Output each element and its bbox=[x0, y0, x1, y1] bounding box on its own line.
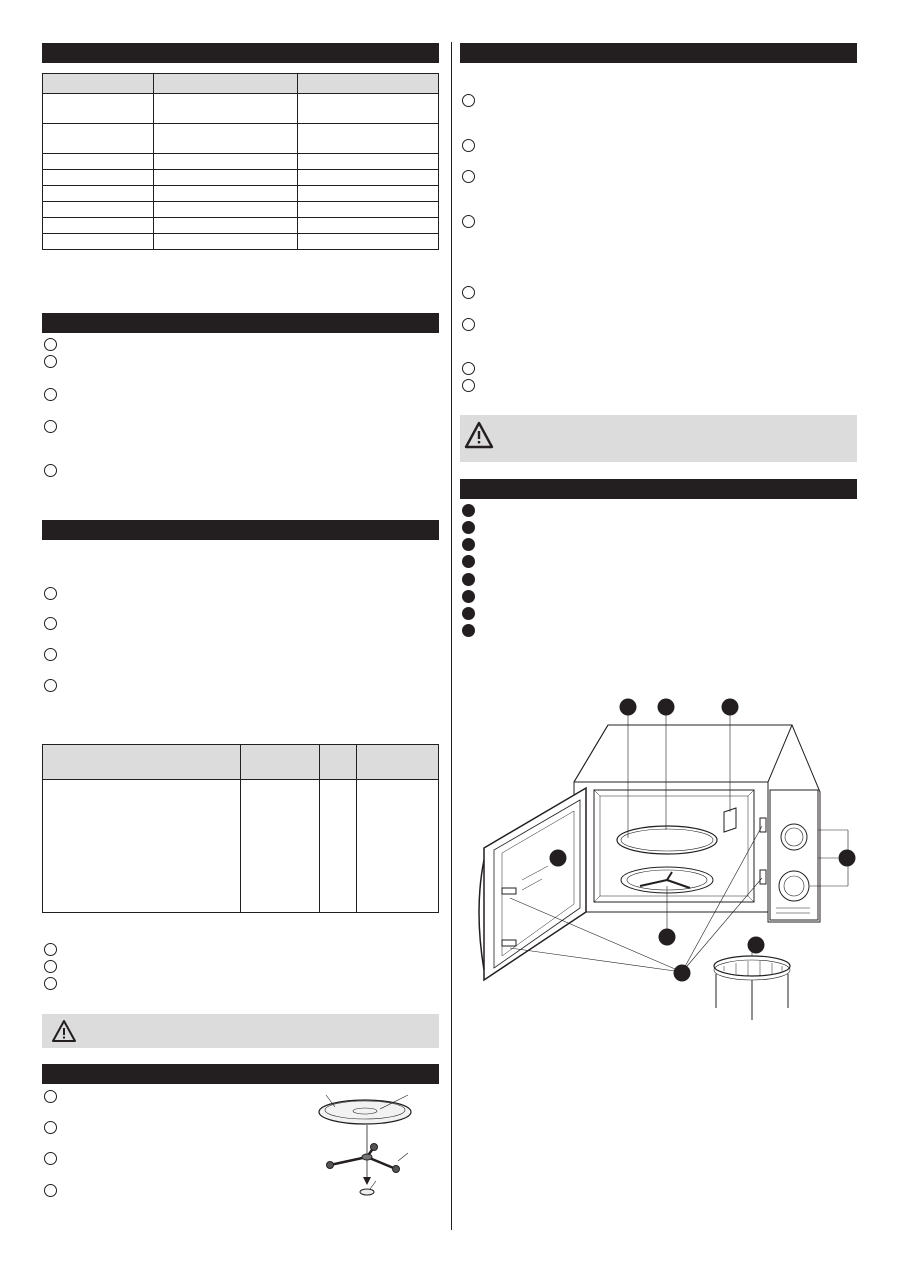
section-header-turntable bbox=[42, 1064, 439, 1084]
step-number-circle bbox=[462, 139, 475, 152]
step-number-circle bbox=[44, 338, 57, 351]
part-number-dot bbox=[462, 607, 475, 620]
table-header-row bbox=[43, 74, 439, 94]
step-number-circle bbox=[44, 587, 57, 600]
table-row bbox=[43, 94, 439, 124]
callout-dot bbox=[550, 850, 567, 867]
step-number-circle bbox=[462, 215, 475, 228]
turntable-assembly-illustration bbox=[310, 1085, 435, 1210]
callout-dot bbox=[620, 699, 637, 716]
specifications-table bbox=[42, 73, 439, 250]
callout-dot bbox=[658, 699, 675, 716]
step-number-circle bbox=[44, 388, 57, 401]
table-row bbox=[43, 218, 439, 234]
callout-dot bbox=[748, 937, 765, 954]
step-number-circle bbox=[44, 1152, 57, 1165]
callout-dot bbox=[722, 699, 739, 716]
step-number-circle bbox=[462, 170, 475, 183]
part-number-dot bbox=[462, 573, 475, 586]
column-divider bbox=[451, 42, 452, 1230]
callout-dot bbox=[659, 929, 676, 946]
warning-box bbox=[42, 1014, 439, 1048]
step-number-circle bbox=[44, 1121, 57, 1134]
step-number-circle bbox=[462, 379, 475, 392]
step-number-circle bbox=[462, 318, 475, 331]
step-number-circle bbox=[462, 286, 475, 299]
part-number-dot bbox=[462, 538, 475, 551]
table-row bbox=[43, 780, 439, 913]
warning-box bbox=[460, 415, 857, 462]
table-row bbox=[43, 186, 439, 202]
step-number-circle bbox=[44, 464, 57, 477]
step-number-circle bbox=[44, 977, 57, 990]
table-row bbox=[43, 202, 439, 218]
step-number-circle bbox=[44, 960, 57, 973]
step-number-circle bbox=[44, 943, 57, 956]
step-number-circle bbox=[44, 617, 57, 630]
cookware-table bbox=[42, 744, 439, 913]
section-header-specifications bbox=[42, 43, 439, 63]
step-number-circle bbox=[44, 1184, 57, 1197]
part-number-dot bbox=[462, 624, 475, 637]
section-header-parts bbox=[460, 479, 857, 499]
step-number-circle bbox=[44, 355, 57, 368]
section-header-cookware bbox=[42, 520, 439, 540]
part-number-dot bbox=[462, 555, 475, 568]
step-number-circle bbox=[462, 94, 475, 107]
table-row bbox=[43, 234, 439, 250]
part-number-dot bbox=[462, 504, 475, 517]
microwave-oven-parts-diagram bbox=[462, 690, 862, 1030]
step-number-circle bbox=[44, 679, 57, 692]
section-header-installation bbox=[42, 313, 439, 333]
step-number-circle bbox=[44, 420, 57, 433]
part-number-dot bbox=[462, 521, 475, 534]
table-row bbox=[43, 154, 439, 170]
table-header-row bbox=[43, 745, 439, 780]
table-row bbox=[43, 170, 439, 186]
warning-triangle-icon bbox=[464, 421, 494, 449]
warning-triangle-icon bbox=[51, 1019, 77, 1043]
callout-dot bbox=[839, 850, 856, 867]
step-number-circle bbox=[462, 362, 475, 375]
step-number-circle bbox=[44, 1090, 57, 1103]
callout-dot bbox=[674, 965, 691, 982]
table-row bbox=[43, 124, 439, 154]
section-header-precautions bbox=[460, 43, 857, 63]
part-number-dot bbox=[462, 590, 475, 603]
step-number-circle bbox=[44, 648, 57, 661]
